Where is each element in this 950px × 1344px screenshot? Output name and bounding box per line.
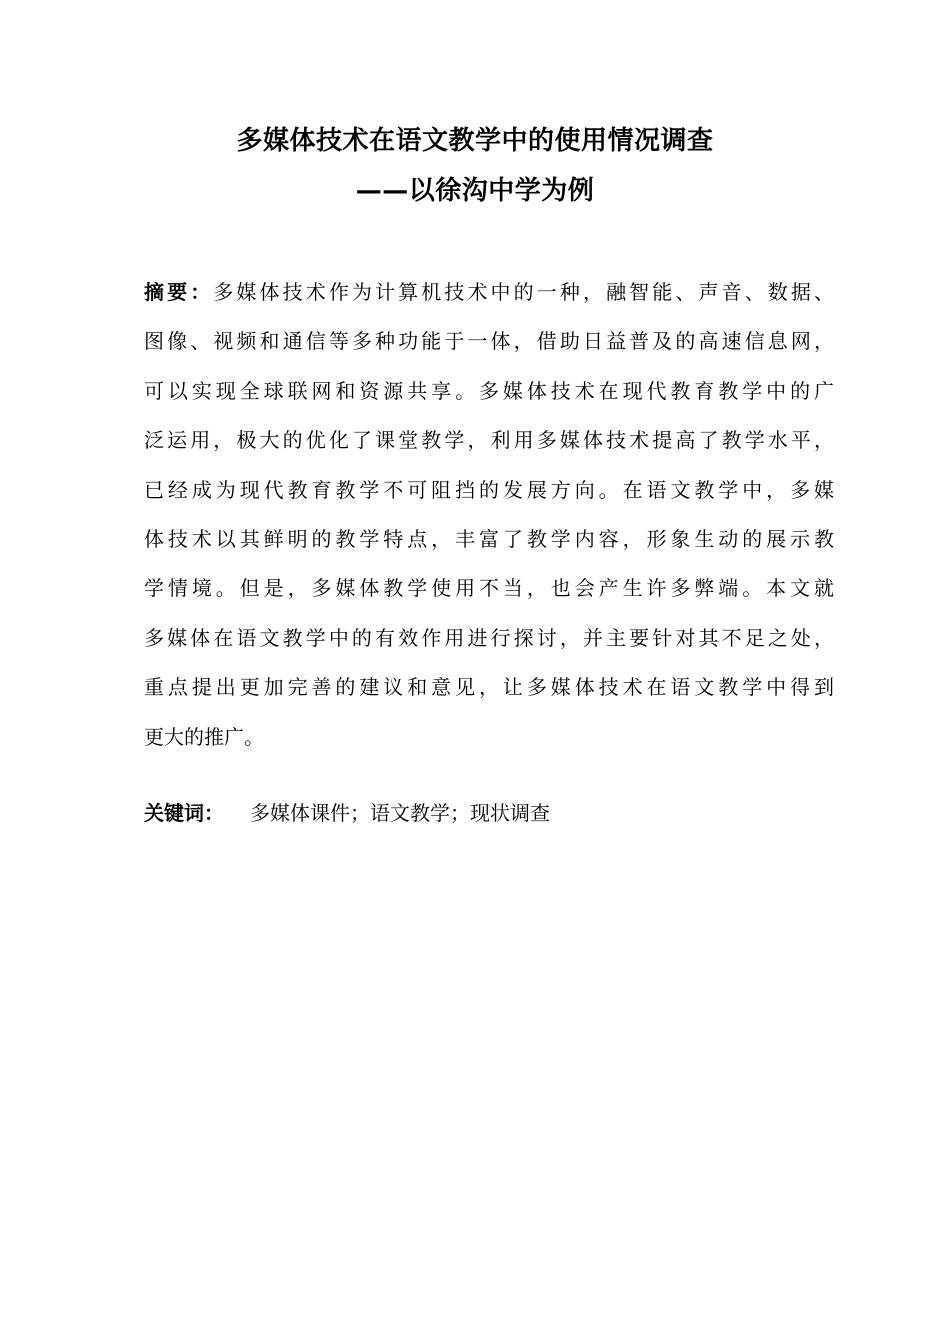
abstract-label: 摘要： — [144, 280, 214, 304]
keywords-label: 关键词： — [144, 801, 224, 825]
abstract-line: 已经成为现代教育教学不可阻挡的发展方向。在语文教学中，多媒 — [144, 477, 834, 502]
document-subtitle: ——以徐沟中学为例 — [355, 176, 595, 206]
document-title: 多媒体技术在语文教学中的使用情况调查 — [236, 126, 714, 156]
abstract-line: 多媒体在语文教学中的有效作用进行探讨，并主要针对其不足之处， — [144, 625, 834, 650]
abstract-section — [144, 276, 834, 770]
abstract-line: 学情境。但是，多媒体教学使用不当，也会产生许多弊端。本文就 — [144, 576, 834, 601]
abstract-line: 重点提出更加完善的建议和意见，让多媒体技术在语文教学中得到 — [144, 675, 834, 700]
keywords-section — [144, 797, 550, 829]
abstract-line: 更大的推广。 — [144, 724, 264, 749]
abstract-line: 体技术以其鲜明的教学特点，丰富了教学内容，形象生动的展示教 — [144, 526, 834, 551]
keywords-text: 多媒体课件；语文教学；现状调查 — [250, 801, 550, 825]
abstract-line: 泛运用，极大的优化了课堂教学，利用多媒体技术提高了教学水平， — [144, 428, 834, 453]
abstract-line: 可以实现全球联网和资源共享。多媒体技术在现代教育教学中的广 — [144, 378, 834, 403]
abstract-line: 图像、视频和通信等多种功能于一体，借助日益普及的高速信息网， — [144, 329, 834, 354]
abstract-line: 摘要：多媒体技术作为计算机技术中的一种，融智能、声音、数据、 — [144, 280, 835, 304]
